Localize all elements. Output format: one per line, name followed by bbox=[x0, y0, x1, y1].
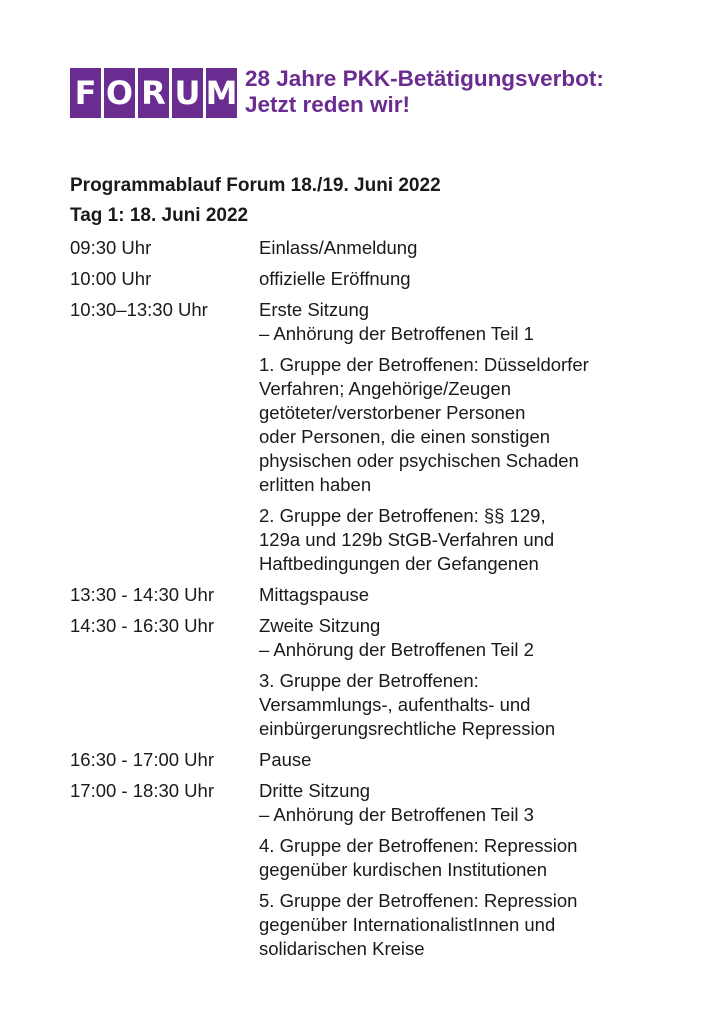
entry-paragraph: 1. Gruppe der Betroffenen: Düsseldorfer Verfahren; Angehörige/Zeugen getöteter/verstorbener Personen oder Personen, die einen sonstigen physischen oder psychischen Schaden erlitten haben bbox=[259, 354, 589, 495]
entry-description bbox=[259, 779, 670, 961]
entry-paragraph: 2. Gruppe der Betroffenen: §§ 129, 129a und 129b StGB-Verfahren und Haftbedingungen der Gefangenen bbox=[259, 505, 555, 574]
entry-paragraph: Zweite Sitzung – Anhörung der Betroffenen Teil 2 bbox=[259, 615, 534, 660]
logo-letter: O bbox=[104, 68, 135, 118]
entry-time: 09:30 Uhr bbox=[70, 237, 152, 258]
entry-time: 10:00 Uhr bbox=[70, 268, 152, 289]
entry-paragraph: 4. Gruppe der Betroffenen: Repression gegenüber kurdischen Institutionen bbox=[259, 835, 578, 880]
schedule-entry bbox=[70, 267, 670, 291]
entry-description bbox=[259, 267, 670, 291]
schedule-entry bbox=[70, 583, 670, 607]
schedule-entry bbox=[70, 614, 670, 741]
schedule bbox=[70, 236, 670, 968]
schedule-entry bbox=[70, 779, 670, 961]
entry-paragraph: 5. Gruppe der Betroffenen: Repression gegenüber InternationalistInnen und solidarischen Kreise bbox=[259, 890, 578, 959]
entry-paragraph: 3. Gruppe der Betroffenen: Versammlungs-, aufenthalts- und einbürgerungsrechtliche Repression bbox=[259, 670, 556, 739]
entry-description bbox=[259, 298, 670, 576]
entry-paragraph: Einlass/Anmeldung bbox=[259, 237, 418, 258]
page-title bbox=[245, 66, 604, 118]
schedule-entry bbox=[70, 748, 670, 772]
day-heading: Tag 1: 18. Juni 2022 bbox=[70, 205, 249, 226]
entry-paragraph: Dritte Sitzung – Anhörung der Betroffenen Teil 3 bbox=[259, 780, 534, 825]
entry-paragraph: Pause bbox=[259, 749, 312, 770]
schedule-entry bbox=[70, 298, 670, 576]
entry-description bbox=[259, 236, 670, 260]
entry-paragraph: Mittagspause bbox=[259, 584, 370, 605]
entry-paragraph: offizielle Eröffnung bbox=[259, 268, 411, 289]
header bbox=[70, 68, 604, 118]
title-line-1: 28 Jahre PKK-Betätigungsverbot: bbox=[245, 66, 604, 91]
logo-letter: F bbox=[70, 68, 101, 118]
program-heading: Programmablauf Forum 18./19. Juni 2022 bbox=[70, 175, 441, 196]
schedule-entry bbox=[70, 236, 670, 260]
logo-letter: R bbox=[138, 68, 169, 118]
entry-description bbox=[259, 748, 670, 772]
entry-time: 13:30 - 14:30 Uhr bbox=[70, 584, 214, 605]
entry-time: 10:30–13:30 Uhr bbox=[70, 299, 208, 320]
logo-letter: U bbox=[172, 68, 203, 118]
forum-logo bbox=[70, 68, 237, 118]
entry-time: 16:30 - 17:00 Uhr bbox=[70, 749, 214, 770]
entry-description bbox=[259, 614, 670, 741]
entry-time: 17:00 - 18:30 Uhr bbox=[70, 780, 214, 801]
entry-paragraph: Erste Sitzung – Anhörung der Betroffenen Teil 1 bbox=[259, 299, 534, 344]
entry-time: 14:30 - 16:30 Uhr bbox=[70, 615, 214, 636]
logo-letter: M bbox=[206, 68, 237, 118]
entry-description bbox=[259, 583, 670, 607]
title-line-2: Jetzt reden wir! bbox=[245, 92, 411, 117]
